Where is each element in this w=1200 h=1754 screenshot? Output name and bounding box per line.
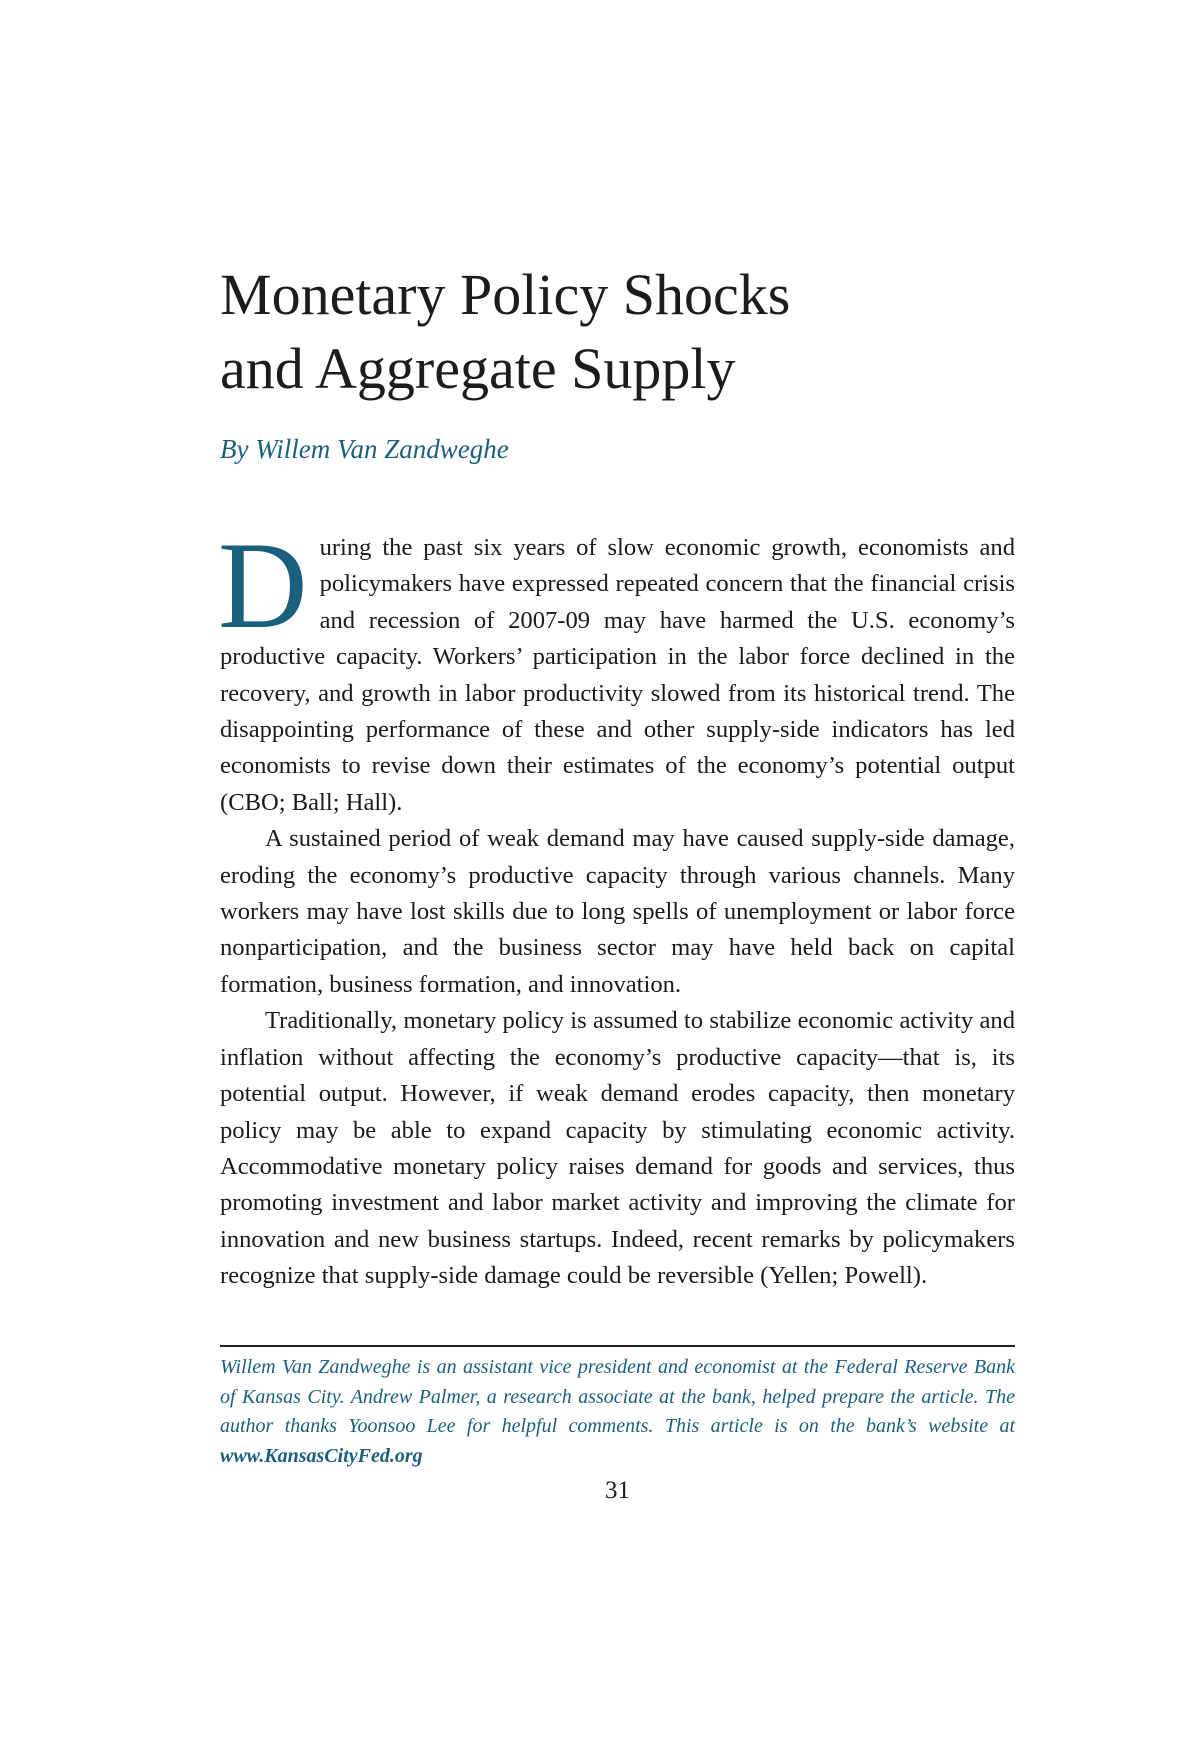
article-body (218, 517, 1015, 1295)
body-paragraph-2: A sustained period of weak demand may have caused supply-side damage, eroding the economy’s productive capacity through various channels. Many workers may have lost skills due to long spells of unemployment or labor force nonparticipation, and the business sector may have held back on capital formation, business formation, and innovation. (220, 825, 1015, 998)
website-link[interactable]: www.KansasCityFed.org (220, 1444, 423, 1467)
page-number: 31 (605, 1477, 630, 1504)
article-title (220, 258, 1015, 406)
author-footnote (220, 1353, 1015, 1471)
article-title-line-1: Monetary Policy Shocks (220, 262, 791, 327)
body-paragraph-1 (218, 517, 1015, 821)
author-byline: By Willem Van Zandweghe (220, 434, 509, 464)
body-paragraph-1-text: uring the past six years of slow economic growth, economists and policymakers have expressed repeated concern that the financial crisis and recession of 2007-09 may have harmed the U.S. economy’s productive capacity. Workers’ participation in the labor force declined in the recovery, and growth in labor productivity slowed from its historical trend. The disappointing performance of these and other supply-side indicators has led economists to revise down their estimates of the economy’s potential output (CBO; Ball; Hall). (220, 534, 1015, 816)
drop-cap-letter: D (218, 517, 308, 654)
article-title-line-2: and Aggregate Supply (220, 336, 736, 401)
body-paragraph-3: Traditionally, monetary policy is assumed to stabilize economic activity and inflation without affecting the economy’s productive capacity—that is, its potential output. However, if weak demand erodes capacity, then monetary policy may be able to expand capacity by stimulating economic activity. Accommodative monetary policy raises demand for goods and services, thus promoting investment and labor market activity and improving the climate for innovation and new business startups. Indeed, recent remarks by policymakers recognize that supply-side damage could be reversible (Yellen; Powell). (220, 1007, 1015, 1290)
footnote-divider (220, 1345, 1015, 1347)
author-footnote-text: Willem Van Zandweghe is an assistant vice president and economist at the Federal Reserve Bank of Kansas City. Andrew Palmer, a research associate at the bank, helped prepare the article. The author thanks Yoonsoo Lee for helpful comments. This article is on the bank’s website at (220, 1356, 1015, 1437)
